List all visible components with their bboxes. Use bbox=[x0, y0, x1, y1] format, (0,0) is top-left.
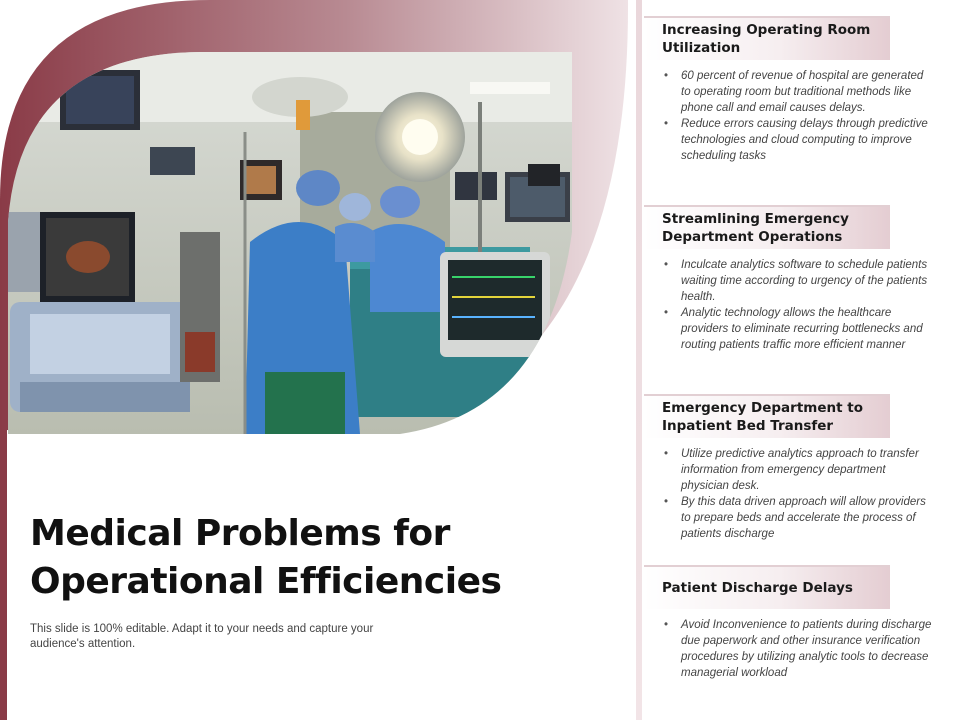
bullet-list bbox=[644, 438, 940, 542]
bullet-list bbox=[644, 609, 940, 681]
section-heading-box bbox=[644, 565, 890, 609]
bullet-item: • Analytic technology allows the healthcare providers to eliminate recurring bottlenecks and routing patients traffic more efficient manner bbox=[644, 305, 940, 353]
bullet-item: • Reduce errors causing delays through predictive technologies and cloud computing to improve scheduling tasks bbox=[644, 116, 940, 164]
left-accent-bar bbox=[0, 430, 7, 720]
bullet-item: • By this data driven approach will allow providers to prepare beds and accelerate the process of patients discharge bbox=[644, 494, 940, 542]
bullet-item: • Inculcate analytics software to schedule patients waiting time according to urgency of the patients health. bbox=[644, 257, 940, 305]
bullet-list bbox=[644, 60, 940, 164]
section-emergency-operations bbox=[644, 205, 940, 353]
section-operating-room bbox=[644, 16, 940, 164]
title-line-1: Medical Problems for bbox=[30, 513, 450, 554]
operating-room-photo bbox=[0, 52, 572, 434]
section-heading-box bbox=[644, 205, 890, 249]
section-heading: Streamlining Emergency Department Operations bbox=[662, 211, 849, 245]
bullet-item: • Avoid Inconvenience to patients during discharge due paperwork and other insurance verification procedures by utilizing analytic tools to decrease managerial workload bbox=[644, 617, 940, 681]
title-line-2: Operational Efficiencies bbox=[30, 561, 502, 602]
slide-subtitle: This slide is 100% editable. Adapt it to your needs and capture your audience's attention. bbox=[30, 623, 374, 650]
section-heading: Increasing Operating Room Utilization bbox=[662, 22, 871, 56]
bullet-item: • 60 percent of revenue of hospital are generated to operating room but traditional methods like phone call and email causes delays. bbox=[644, 68, 940, 116]
divider-strip bbox=[636, 0, 642, 720]
section-discharge-delays bbox=[644, 565, 940, 681]
slide-title bbox=[30, 510, 590, 606]
section-heading: Patient Discharge Delays bbox=[662, 580, 853, 596]
section-heading-box bbox=[644, 16, 890, 60]
bullet-list bbox=[644, 249, 940, 353]
section-bed-transfer bbox=[644, 394, 940, 542]
bullet-item: • Utilize predictive analytics approach to transfer information from emergency department physician desk. bbox=[644, 446, 940, 494]
section-heading: Emergency Department to Inpatient Bed Transfer bbox=[662, 400, 863, 434]
section-heading-box bbox=[644, 394, 890, 438]
